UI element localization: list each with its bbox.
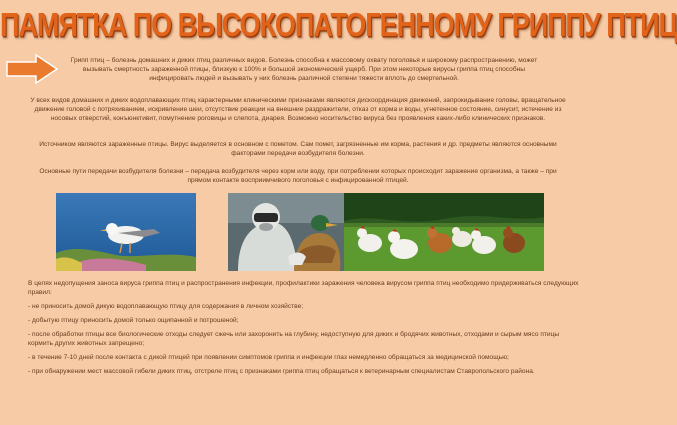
sources-paragraph: Источником являются зараженные птицы. Вирус выделяется в основном с пометом. Сам помет, загрязненные им корма, растения и др. предметы являются основными факторами передачи возбудителя болезни.: [39, 141, 557, 157]
transmission-paragraph: Основные пути передачи возбудителя болезни – передача возбудителя через корм или воду, при потреблении которых происходит заражение организма, а также – при прямом контакте восприимчивого поголовья с инфицированной птицей.: [39, 168, 557, 184]
list-item: - добытую птицу приносить домой только ощипанной и потрошеной;: [28, 317, 239, 324]
symptoms-paragraph: У всех видов домашних и диких водоплавающих птиц характерными клиническими признаками являются дискоординация движений, запрокидывание головы, вращательное движение головой с потряхиванием, искривление шеи, отсутствие реакции на внешние раздражители, отказ от корма и воды, угнетенное состояние, синусит, истечение из носовых отверстий, конъюнктивит, помутнение роговицы и слепота, диарея. Возможно носительство вируса без проявления каких-либо клинических признаков.: [30, 97, 566, 122]
arrow-right-icon: [6, 54, 58, 84]
prevention-intro: В целях недопущения заноса вируса гриппа птиц и распространения инфекции, профилактики заражения человека вирусом гриппа птиц необходимо придерживаться следующих правил:: [28, 280, 579, 296]
list-item: - в течение 7-10 дней после контакта с дикой птицей при появлении симптомов гриппа и инфекции глаз немедленно обращаться за медицинской помощью;: [28, 354, 509, 361]
protective-suit-duck-photo: [228, 193, 358, 271]
intro-paragraph: Грипп птиц – болезнь домашних и диких птиц различных видов. Болезнь способна к массовому охвату поголовья и широкому распространению, может вызывать смертность зараженной птицы, близкую к 100% и большой экономический ущерб. При этом некоторые вирусы гриппа птиц способны инфицировать людей и вызывать у них болезнь различной степени тяжести вплоть до смертельной.: [70, 57, 538, 82]
seagull-photo: [56, 193, 196, 271]
list-item: - не приносить домой дикую водоплавающую птицу для содержания в личном хозяйстве;: [28, 303, 304, 310]
list-item: - после обработки птицы все биологические отходы следует сжечь или захоронить на глубину, недоступную для диких и бродячих животных, отходами и сырым мясо птицы кормить других животных запрещено;: [28, 331, 560, 347]
chickens-photo: [344, 193, 544, 271]
list-item: - при обнаружении мест массовой гибели диких птиц, отстреле птиц с признаками гриппа птиц обращаться к ветеринарным специалистам Ставропольского района.: [28, 368, 535, 375]
prevention-section: [28, 279, 583, 381]
page-title: ПАМЯТКА ПО ВЫСОКОПАТОГЕННОМУ ГРИППУ ПТИЦ: [0, 6, 677, 44]
photo-strip: [56, 193, 544, 271]
